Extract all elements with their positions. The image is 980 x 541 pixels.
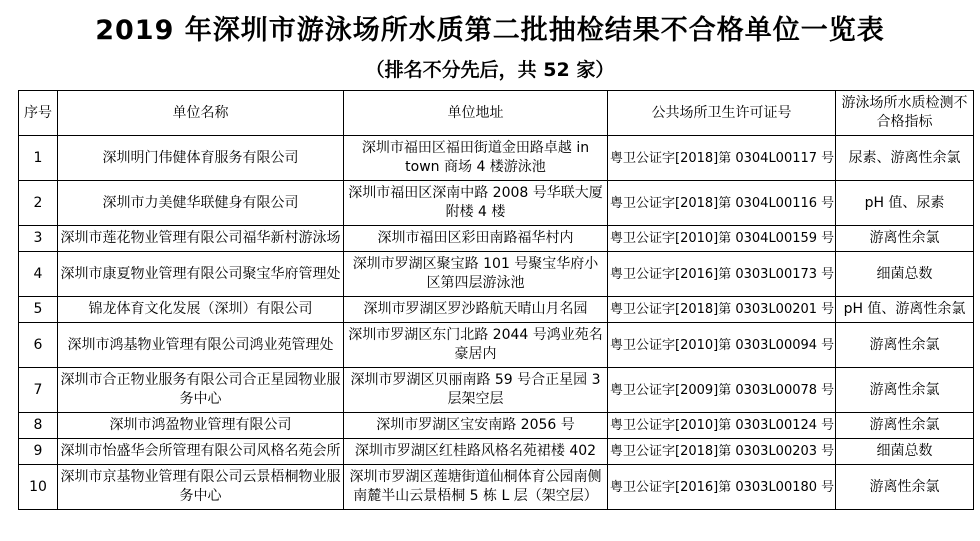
license-number-cell: 粤卫公证字[2009]第 0303L00078 号 [608, 368, 836, 413]
unit-name-cell: 深圳市莲花物业管理有限公司福华新村游泳场 [58, 226, 344, 252]
table-row [19, 465, 974, 510]
results-table [18, 90, 974, 510]
row-number-cell: 2 [19, 181, 58, 226]
unit-name-cell: 深圳市京基物业管理有限公司云景梧桐物业服务中心 [58, 465, 344, 510]
indicators-cell: 细菌总数 [836, 252, 974, 297]
unit-address-cell: 深圳市罗湖区贝丽南路 59 号合正星园 3 层架空层 [344, 368, 608, 413]
unit-name-cell: 深圳市力美健华联健身有限公司 [58, 181, 344, 226]
license-number-cell: 粤卫公证字[2010]第 0303L00094 号 [608, 323, 836, 368]
unit-name-cell: 深圳市合正物业服务有限公司合正星园物业服务中心 [58, 368, 344, 413]
unit-address-cell: 深圳市福田区深南中路 2008 号华联大厦附楼 4 楼 [344, 181, 608, 226]
header-row [19, 91, 974, 136]
table-row [19, 297, 974, 323]
row-number-cell: 7 [19, 368, 58, 413]
table-row [19, 181, 974, 226]
unit-address-cell: 深圳市罗湖区红桂路风格名苑裙楼 402 [344, 439, 608, 465]
unit-address-cell: 深圳市罗湖区莲塘街道仙桐体育公园南侧南麓半山云景梧桐 5 栋 L 层（架空层） [344, 465, 608, 510]
license-number-cell: 粤卫公证字[2016]第 0303L00173 号 [608, 252, 836, 297]
page-subtitle: （排名不分先后，共 52 家） [365, 59, 615, 81]
table-body [19, 136, 974, 510]
indicators-cell: 游离性余氯 [836, 226, 974, 252]
unit-address-cell: 深圳市罗湖区宝安南路 2056 号 [344, 413, 608, 439]
unit-name-cell: 深圳市鸿基物业管理有限公司鸿业苑管理处 [58, 323, 344, 368]
table-row [19, 368, 974, 413]
indicators-cell: 游离性余氯 [836, 323, 974, 368]
unit-address-cell: 深圳市罗湖区聚宝路 101 号聚宝华府小区第四层游泳池 [344, 252, 608, 297]
indicators-cell: 游离性余氯 [836, 413, 974, 439]
header-cell-address: 单位地址 [344, 91, 608, 136]
unit-address-cell: 深圳市福田区彩田南路福华村内 [344, 226, 608, 252]
page-title: 2019 年深圳市游泳场所水质第二批抽检结果不合格单位一览表 [95, 15, 885, 46]
row-number-cell: 4 [19, 252, 58, 297]
row-number-cell: 10 [19, 465, 58, 510]
unit-address-cell: 深圳市福田区福田街道金田路卓越 in town 商场 4 楼游泳池 [344, 136, 608, 181]
table-header [19, 91, 974, 136]
indicators-cell: 尿素、游离性余氯 [836, 136, 974, 181]
table-row [19, 323, 974, 368]
indicators-cell: 游离性余氯 [836, 465, 974, 510]
row-number-cell: 8 [19, 413, 58, 439]
table-row [19, 252, 974, 297]
unit-address-cell: 深圳市罗湖区东门北路 2044 号鸿业苑名豪居内 [344, 323, 608, 368]
license-number-cell: 粤卫公证字[2018]第 0304L00117 号 [608, 136, 836, 181]
header-cell-license: 公共场所卫生许可证号 [608, 91, 836, 136]
license-number-cell: 粤卫公证字[2010]第 0303L00124 号 [608, 413, 836, 439]
row-number-cell: 3 [19, 226, 58, 252]
unit-address-cell: 深圳市罗湖区罗沙路航天晴山月名园 [344, 297, 608, 323]
header-cell-name: 单位名称 [58, 91, 344, 136]
table-row [19, 136, 974, 181]
table-row [19, 439, 974, 465]
row-number-cell: 9 [19, 439, 58, 465]
unit-name-cell: 深圳市怡盛华会所管理有限公司风格名苑会所 [58, 439, 344, 465]
unit-name-cell: 深圳市康夏物业管理有限公司聚宝华府管理处 [58, 252, 344, 297]
license-number-cell: 粤卫公证字[2018]第 0303L00203 号 [608, 439, 836, 465]
indicators-cell: 游离性余氯 [836, 368, 974, 413]
unit-name-cell: 锦龙体育文化发展（深圳）有限公司 [58, 297, 344, 323]
indicators-cell: pH 值、尿素 [836, 181, 974, 226]
indicators-cell: 细菌总数 [836, 439, 974, 465]
header-cell-indicators: 游泳场所水质检测不合格指标 [836, 91, 974, 136]
table-row [19, 413, 974, 439]
license-number-cell: 粤卫公证字[2018]第 0304L00116 号 [608, 181, 836, 226]
table-row [19, 226, 974, 252]
row-number-cell: 1 [19, 136, 58, 181]
license-number-cell: 粤卫公证字[2010]第 0304L00159 号 [608, 226, 836, 252]
row-number-cell: 6 [19, 323, 58, 368]
unit-name-cell: 深圳明门伟健体育服务有限公司 [58, 136, 344, 181]
unit-name-cell: 深圳市鸿盈物业管理有限公司 [58, 413, 344, 439]
license-number-cell: 粤卫公证字[2016]第 0303L00180 号 [608, 465, 836, 510]
header-cell-no: 序号 [19, 91, 58, 136]
indicators-cell: pH 值、游离性余氯 [836, 297, 974, 323]
license-number-cell: 粤卫公证字[2018]第 0303L00201 号 [608, 297, 836, 323]
row-number-cell: 5 [19, 297, 58, 323]
